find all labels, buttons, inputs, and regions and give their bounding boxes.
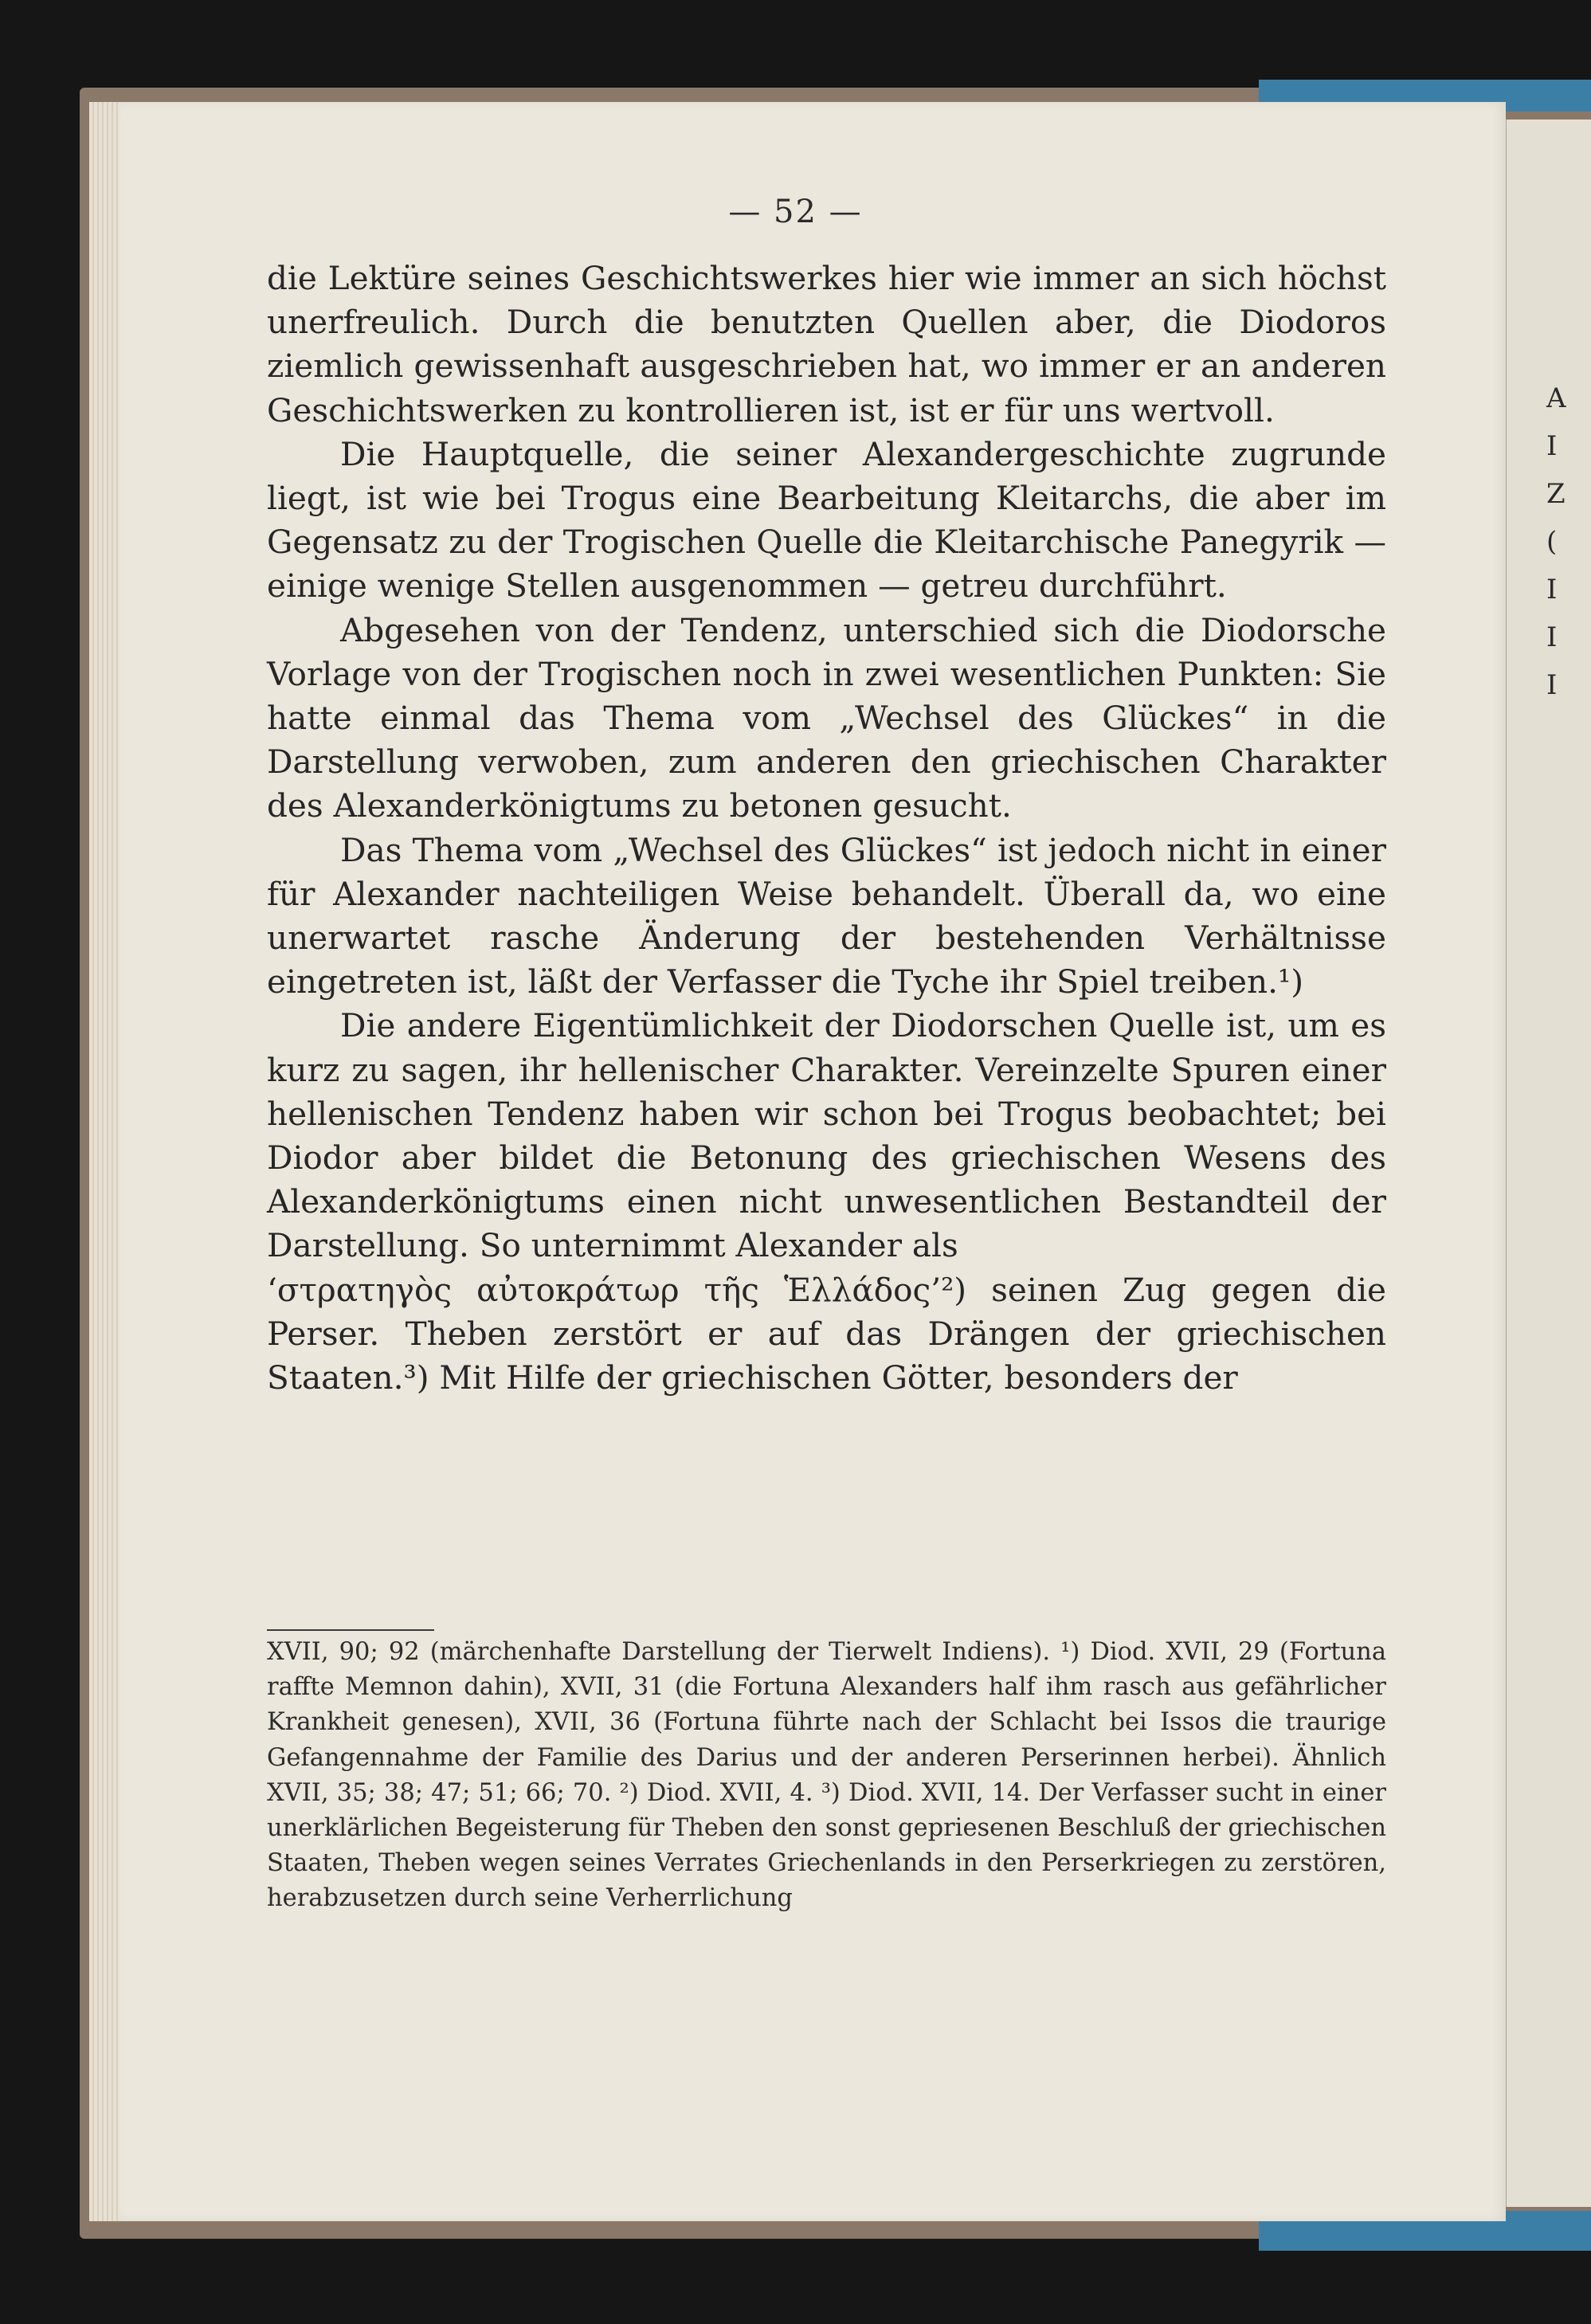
next-page-char: (	[1546, 526, 1558, 558]
footnote-divider	[267, 1629, 434, 1631]
body-text	[267, 257, 1386, 1400]
paragraph: Die andere Eigentümlichkeit der Diodorschen Quelle ist, um es kurz zu sagen, ihr hellenischer Charakter. Vereinzelte Spuren einer hellenischen Tendenz haben wir schon bei Trogus beobachtet; bei Diodor aber bildet die Betonung des griechischen Wesens des Alexanderkönigtums einen nicht unwesentlichen Bestandteil der Darstellung. So unternimmt Alexander als	[267, 1006, 1386, 1265]
next-page-char: I	[1546, 430, 1558, 462]
next-page-char: I	[1546, 669, 1558, 701]
page-number: — 52 —	[728, 194, 863, 230]
paragraph: Abgesehen von der Tendenz, unterschied sich die Diodorsche Vorlage von der Trogischen noch in zwei wesentlichen Punkten: Sie hatte einmal das Thema vom „Wechsel des Glückes“ in die Darstellung verwoben, zum anderen den griechischen Charakter des Alexanderkönigtums zu betonen gesucht.	[267, 610, 1386, 825]
next-page-char: I	[1546, 621, 1558, 653]
paragraph: Die Hauptquelle, die seiner Alexandergeschichte zugrunde liegt, ist wie bei Trogus eine Bearbeitung Kleitarchs, die aber im Gegensatz zu der Trogischen Quelle die Kleitarchische Panegyrik — einige wenige Stellen ausgenommen — getreu durchführt.	[267, 434, 1386, 605]
paragraph: die Lektüre seines Geschichtswerkes hier wie immer an sich höchst unerfreulich. Durch die benutzten Quellen aber, die Diodoros ziemlich gewissenhaft ausgeschrieben hat, wo immer er an anderen Geschichtswerken zu kontrollieren ist, ist er für uns wertvoll.	[267, 259, 1386, 429]
paragraph: Das Thema vom „Wechsel des Glückes“ ist jedoch nicht in einer für Alexander nachteiligen Weise behandelt. Überall da, wo eine unerwartet rasche Änderung der bestehenden Verhältnisse eingetreten ist, läßt der Verfasser die Tyche ihr Spiel treiben.¹)	[267, 830, 1386, 1001]
paragraph-continued: ‘στρατηγὸς αὐτοκράτωρ τῆς Ἑλλάδος’²) seinen Zug gegen die Perser. Theben zerstört er auf das Drängen der griechischen Staaten.³) Mit Hilfe der griechischen Götter, besonders der	[267, 1270, 1386, 1397]
footnotes	[267, 1635, 1386, 1917]
next-page-char: I	[1546, 574, 1558, 605]
footnote-text: XVII, 90; 92 (märchenhafte Darstellung der Tierwelt Indiens). ¹) Diod. XVII, 29 (Fortuna raffte Memnon dahin), XVII, 31 (die Fortuna Alexanders half ihm rasch aus gefährlicher Krankheit genesen), XVII, 36 (Fortuna führte nach der Schlacht bei Issos die traurige Gefangennahme der Familie des Darius und der anderen Perserinnen herbei). Ähnlich XVII, 35; 38; 47; 51; 66; 70. ²) Diod. XVII, 4. ³) Diod. XVII, 14. Der Verfasser sucht in einer unerklärlichen Begeisterung für Theben den sonst gepriesenen Beschluß der griechischen Staaten, Theben wegen seines Verrates Griechenlands in den Perserkriegen zu zerstören, herabzusetzen durch seine Verherrlichung	[267, 1638, 1386, 1913]
next-page-char: A	[1546, 382, 1566, 414]
next-page-char: Z	[1546, 478, 1566, 510]
next-page-edge	[1504, 120, 1591, 2207]
